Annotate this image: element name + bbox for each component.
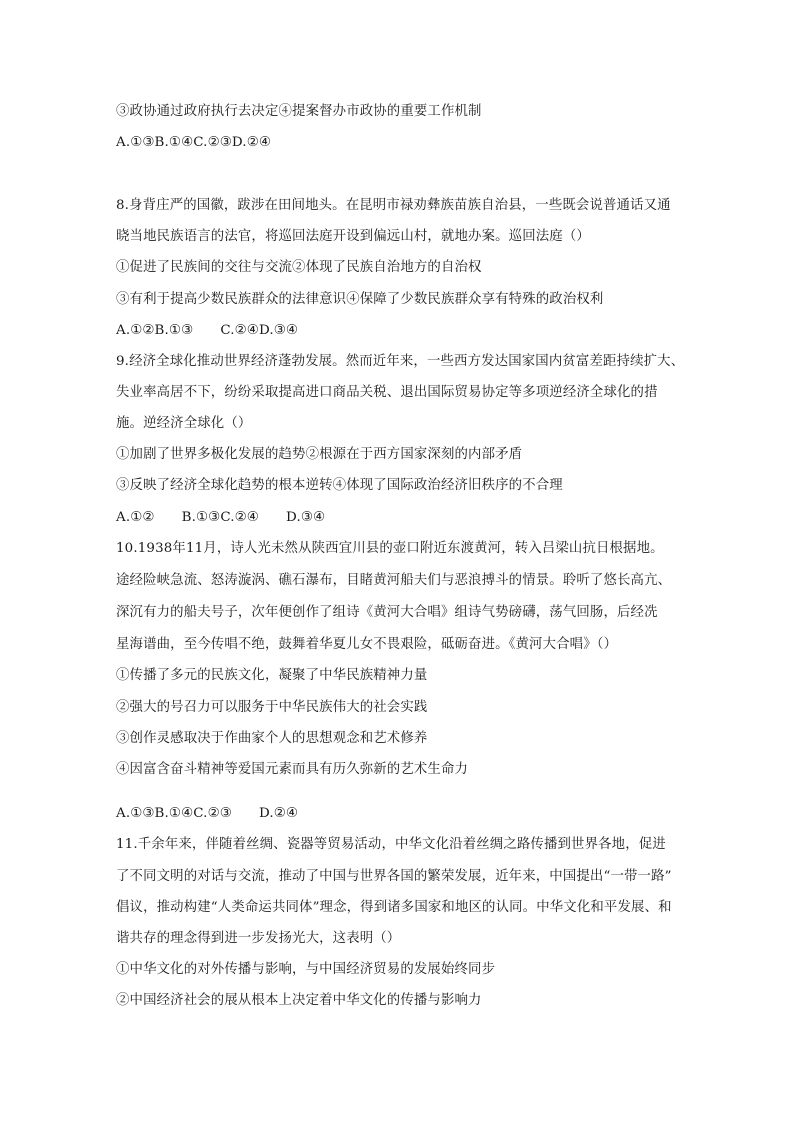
q7-answer-choices: A.①③B.①④C.②③D.②④ — [116, 135, 271, 150]
q9-option-line-3-4: ③反映了经济全球化趋势的根本逆转④体现了国际政治经济旧秩序的不合理 — [116, 478, 563, 493]
q11-stem-line-3: 倡议，推动构建“人类命运共同体”理念，得到诸多国家和地区的认同。中华文化和平发展、和 — [116, 900, 672, 915]
q9-stem-line-1: 9.经济全球化推动世界经济蓬勃发展。然而近年来，一些西方发达国家国内贫富差距持续扩大、 — [116, 354, 685, 369]
q10-option-2: ②强大的号召力可以服务于中华民族伟大的社会实践 — [116, 700, 428, 715]
q8-stem-line-1: 8.身背庄严的国徽，跋涉在田间地头。在昆明市禄劝彝族苗族自治县，一些既会说普通话又通 — [116, 198, 671, 213]
q7-option-line-3-4: ③政协通过政府执行去决定④提案督办市政协的重要工作机制 — [116, 104, 482, 119]
q9-answer-choices: A.①② B.①③C.②④ D.③④ — [116, 510, 326, 525]
q10-option-4: ④因富含奋斗精神等爱国元素而具有历久弥新的艺术生命力 — [116, 762, 469, 777]
q8-answer-choices: A.①②B.①③ C.②④D.③④ — [116, 323, 299, 338]
q10-stem-line-2: 途经险峡急流、怒涛漩涡、礁石瀑布，目睹黄河船夫们与恶浪搏斗的情景。聆听了悠长高亢、 — [116, 573, 672, 588]
q10-option-3: ③创作灵感取决于作曲家个人的思想观念和艺术修养 — [116, 731, 428, 746]
q9-stem-line-3: 施。逆经济全球化（） — [116, 416, 252, 431]
q11-option-2: ②中国经济社会的展从根本上决定着中华文化的传播与影响力 — [116, 993, 482, 1008]
q9-option-line-1-2: ①加剧了世界多极化发展的趋势②根源在于西方国家深刻的内部矛盾 — [116, 447, 523, 462]
q8-option-line-3-4: ③有利于提高少数民族群众的法律意识④保障了少数民族群众享有特殊的政治权利 — [116, 292, 604, 307]
q10-stem-line-1: 10.1938年11月，诗人光未然从陕西宜川县的壶口附近东渡黄河，转入吕梁山抗日根据地。 — [116, 541, 664, 556]
q10-stem-line-4: 星海谱曲，至今传唱不绝，鼓舞着华夏儿女不畏艰险，砥砺奋进。《黄河大合唱》（） — [116, 637, 618, 652]
q11-stem-line-2: 了不同文明的对话与交流，推动了中国与世界各国的繁荣发展，近年来，中国提出“一带一路” — [116, 869, 672, 884]
q10-option-1: ①传播了多元的民族文化，凝聚了中华民族精神力量 — [116, 668, 428, 683]
q11-stem-line-1: 11.千余年来，伴随着丝绸、瓷器等贸易活动，中华文化沿着丝绸之路传播到世界各地，促进 — [116, 837, 666, 852]
q11-option-1: ①中华文化的对外传播与影响，与中国经济贸易的发展始终同步 — [116, 962, 496, 977]
q11-stem-line-4: 谐共存的理念得到进一步发扬光大，这表明（） — [116, 931, 401, 946]
q9-stem-line-2: 失业率高居不下，纷纷采取提高进口商品关税、退出国际贸易协定等多项逆经济全球化的措 — [116, 385, 658, 400]
q8-stem-line-2: 晓当地民族语言的法官，将巡回法庭开设到偏远山村，就地办案。巡回法庭（） — [116, 229, 590, 244]
q8-option-line-1-2: ①促进了民族间的交往与交流②体现了民族自治地方的自治权 — [116, 260, 482, 275]
q10-answer-choices: A.①③B.①④C.②③ D.②④ — [116, 806, 299, 821]
q10-stem-line-3: 深沉有力的船夫号子，次年便创作了组诗《黄河大合唱》组诗气势磅礴，荡气回肠，后经冼 — [116, 605, 658, 620]
